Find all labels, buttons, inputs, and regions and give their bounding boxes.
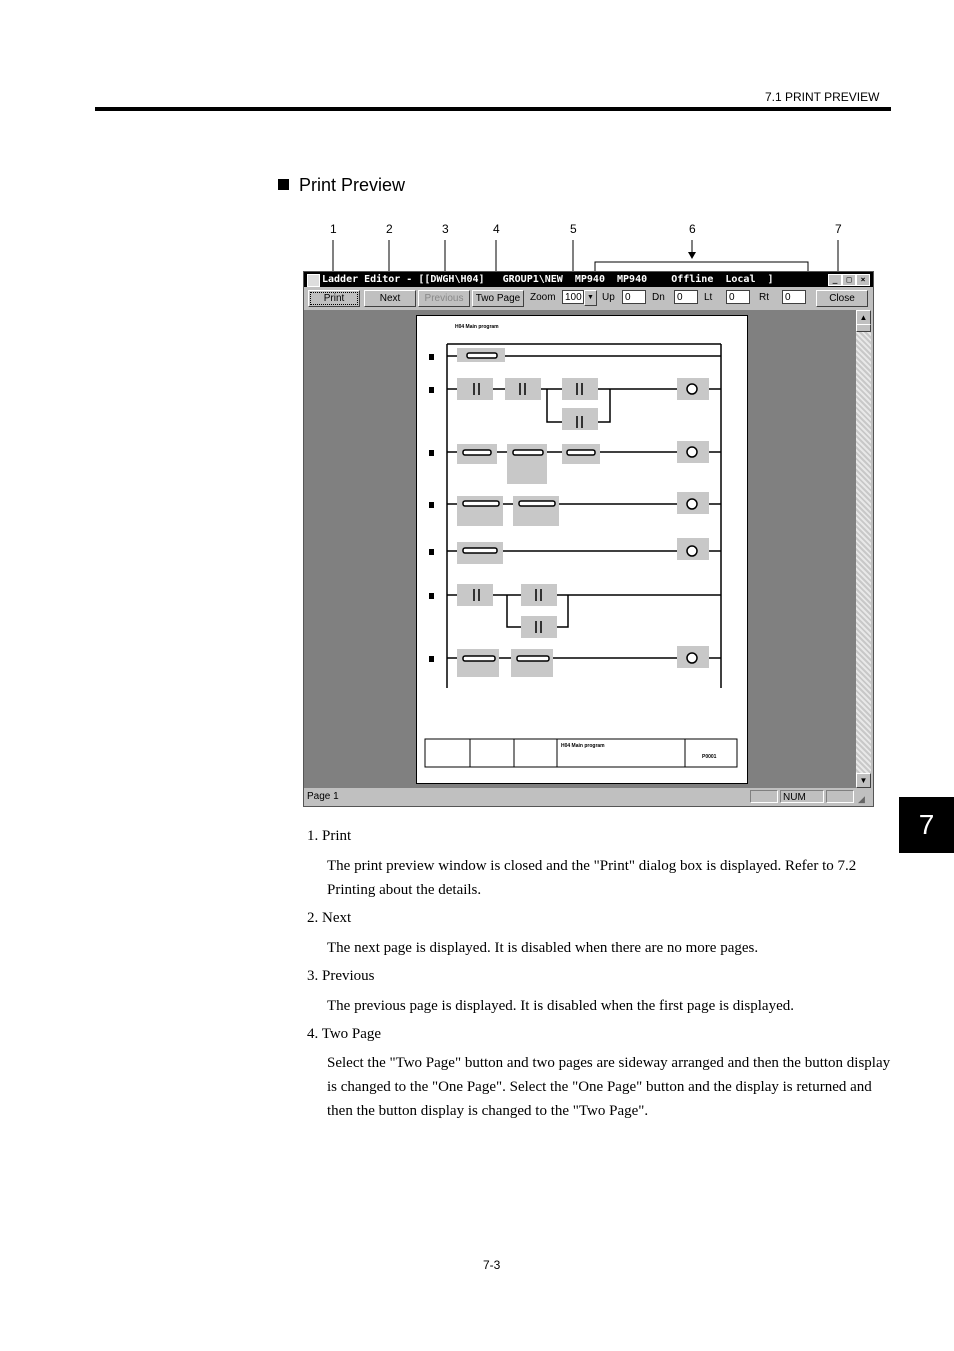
print-button[interactable]: Print <box>308 290 360 307</box>
callout-1: 1 <box>330 222 337 236</box>
status-num: NUM <box>780 790 824 803</box>
callout-2: 2 <box>386 222 393 236</box>
page-heading: H04 Main program <box>455 324 499 330</box>
next-button[interactable]: Next <box>364 290 416 307</box>
item-4-desc: Select the "Two Page" button and two pages are sideway arranged and then the button display is changed to the "One Page". Select the "One Page" button and the display is returned and then the button display is changed to the "Two Page". <box>327 1055 891 1119</box>
rt-label: Rt <box>759 292 769 303</box>
resize-grip-icon[interactable]: ◢ <box>858 794 865 804</box>
item-1-desc: The print preview window is closed and the "Print" dialog box is displayed. Refer to 7.2 Printing about the details. <box>327 858 857 898</box>
ladder-diagram <box>417 316 747 783</box>
section-title <box>278 175 405 196</box>
status-panel-blank-2 <box>826 790 854 803</box>
item-2-title: 2. Next <box>307 910 352 926</box>
square-bullet-icon <box>278 179 289 190</box>
callout-4: 4 <box>493 222 500 236</box>
callout-3: 3 <box>442 222 449 236</box>
rt-field[interactable]: 0 <box>782 290 806 304</box>
footer-page-number: P0001 <box>702 754 717 760</box>
preview-page <box>416 315 748 784</box>
scroll-down-icon[interactable]: ▼ <box>856 773 871 788</box>
footer-title: H04 Main program <box>561 743 605 749</box>
window-title: Ladder Editor - [[DWGH\H04] GROUP1\NEW MP940 MP940 Offline Local ] <box>322 274 774 285</box>
preview-toolbar <box>304 288 873 308</box>
zoom-label: Zoom <box>530 292 556 303</box>
header-rule <box>95 107 891 111</box>
app-icon <box>307 274 320 287</box>
previous-button[interactable]: Previous <box>418 290 470 307</box>
status-bar <box>304 789 873 805</box>
item-2-desc: The next page is displayed. It is disabled when there are no more pages. <box>327 940 759 956</box>
callout-5: 5 <box>570 222 577 236</box>
lt-label: Lt <box>704 292 713 303</box>
up-field[interactable]: 0 <box>622 290 646 304</box>
status-page: Page 1 <box>307 791 339 802</box>
dn-field[interactable]: 0 <box>674 290 698 304</box>
status-panel-blank <box>750 790 778 803</box>
scroll-thumb[interactable] <box>856 324 871 332</box>
callout-6: 6 <box>689 222 696 236</box>
up-label: Up <box>602 292 615 303</box>
section-title-text: Print Preview <box>299 175 406 195</box>
vertical-scrollbar[interactable] <box>856 310 871 788</box>
item-4-title: 4. Two Page <box>307 1026 382 1042</box>
running-header: 7.1 PRINT PREVIEW <box>765 90 880 104</box>
chevron-down-icon[interactable]: ▼ <box>584 290 597 306</box>
minimize-icon[interactable]: _ <box>828 274 842 286</box>
zoom-select[interactable]: 100 <box>562 290 584 304</box>
item-3-title: 3. Previous <box>307 968 375 984</box>
two-page-button[interactable]: Two Page <box>472 290 524 307</box>
lt-field[interactable]: 0 <box>726 290 750 304</box>
callout-7: 7 <box>835 222 842 236</box>
item-3-desc: The previous page is displayed. It is disabled when the first page is displayed. <box>327 998 794 1014</box>
close-window-icon[interactable]: × <box>856 274 870 286</box>
chapter-tab: 7 <box>899 797 954 853</box>
item-1-title: 1. Print <box>307 828 352 844</box>
close-button[interactable]: Close <box>816 290 868 307</box>
page-number: 7-3 <box>483 1258 501 1272</box>
ladder-editor-window <box>303 271 874 807</box>
dn-label: Dn <box>652 292 665 303</box>
title-bar <box>304 272 873 287</box>
maximize-icon[interactable]: □ <box>842 274 856 286</box>
preview-area <box>304 310 856 788</box>
scroll-up-icon[interactable]: ▲ <box>856 310 871 325</box>
